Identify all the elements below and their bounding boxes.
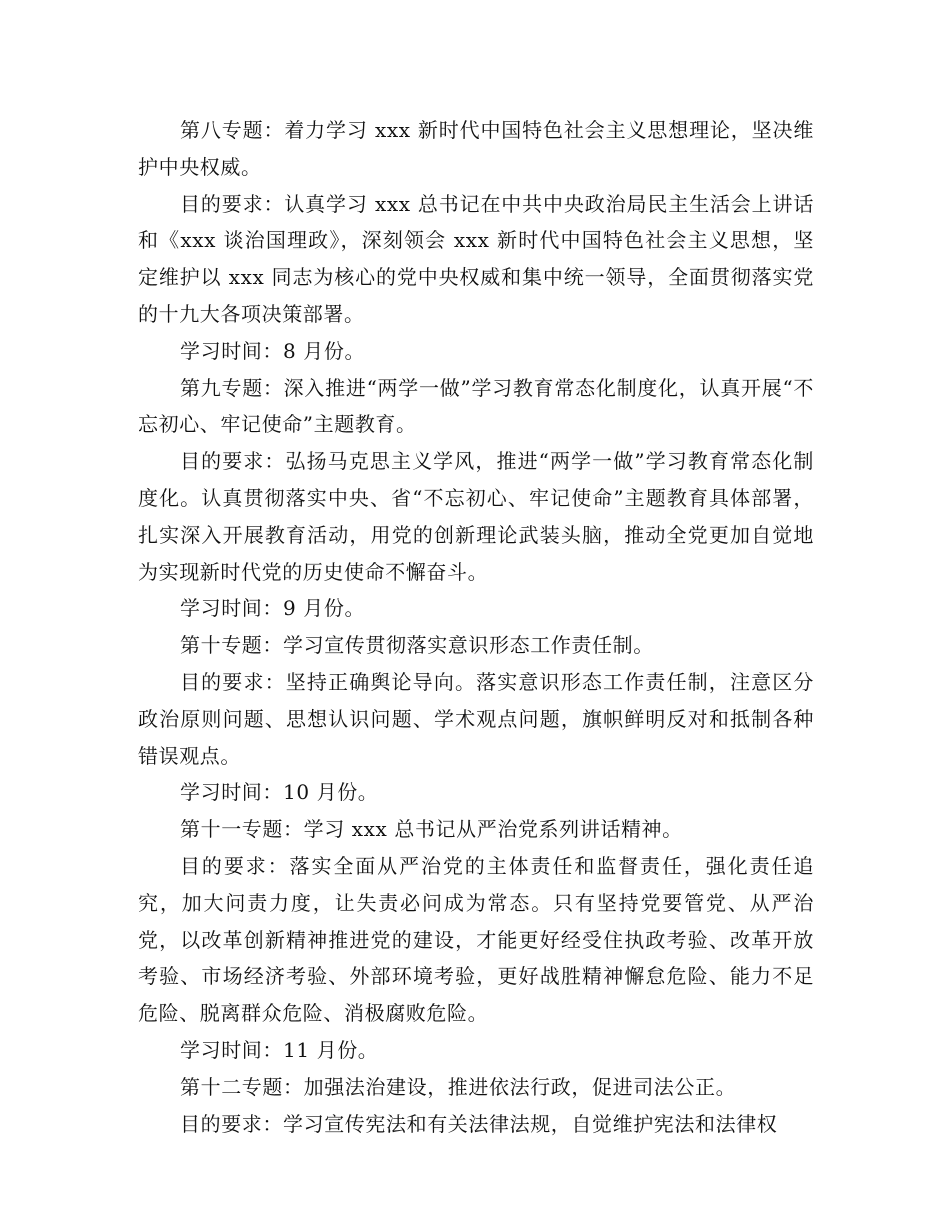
topic-8-requirements: 目的要求：认真学习 xxx 总书记在中共中央政治局民主生活会上讲话和《xxx 谈治国理政》，深刻领会 xxx 新时代中国特色社会主义思想，坚定维护以 xxx 同志为核心的党中央权威和集中统一领导，全面贯彻落实党的十九大各项决策部署。 — [138, 191, 814, 326]
topic-12-requirements: 目的要求：学习宣传宪法和有关法律法规，自觉维护宪法和法律权 — [180, 1111, 778, 1136]
topic-11-title: 第十一专题：学习 xxx 总书记从严治党系列讲话精神。 — [180, 817, 683, 842]
topic-9-study-time: 学习时间：9 月份。 — [180, 596, 366, 621]
topic-8-study-time: 学习时间：8 月份。 — [180, 338, 366, 363]
topic-10-requirements: 目的要求：坚持正确舆论导向。落实意识形态工作责任制，注意区分政治原则问题、思想认识问题、学术观点问题，旗帜鲜明反对和抵制各种错误观点。 — [138, 669, 814, 768]
topic-12-title: 第十二专题：加强法治建设，推进依法行政，促进司法公正。 — [180, 1074, 737, 1099]
document-body — [138, 112, 814, 1142]
topic-9-requirements: 目的要求：弘扬马克思主义学风，推进“两学一做”学习教育常态化制度化。认真贯彻落实中央、省“不忘初心、牢记使命”主题教育具体部署，扎实深入开展教育活动，用党的创新理论武装头脑，推动全党更加自觉地为实现新时代党的历史使命不懈奋斗。 — [138, 449, 814, 584]
topic-8-title: 第八专题：着力学习 xxx 新时代中国特色社会主义思想理论，坚决维护中央权威。 — [138, 118, 814, 179]
topic-11-study-time: 学习时间：11 月份。 — [180, 1037, 379, 1062]
topic-9-title: 第九专题：深入推进“两学一做”学习教育常态化制度化，认真开展“不忘初心、牢记使命”主题教育。 — [138, 375, 814, 437]
topic-11-requirements: 目的要求：落实全面从严治党的主体责任和监督责任，强化责任追究，加大问责力度，让失责必问成为常态。只有坚持党要管党、从严治党，以改革创新精神推进党的建设，才能更好经受住执政考验、改革开放考验、市场经济考验、外部环境考验，更好战胜精神懈怠危险、能力不足危险、脱离群众危险、消极腐败危险。 — [138, 853, 814, 1026]
topic-10-study-time: 学习时间：10 月份。 — [180, 780, 379, 805]
topic-10-title: 第十专题：学习宣传贯彻落实意识形态工作责任制。 — [180, 633, 654, 658]
